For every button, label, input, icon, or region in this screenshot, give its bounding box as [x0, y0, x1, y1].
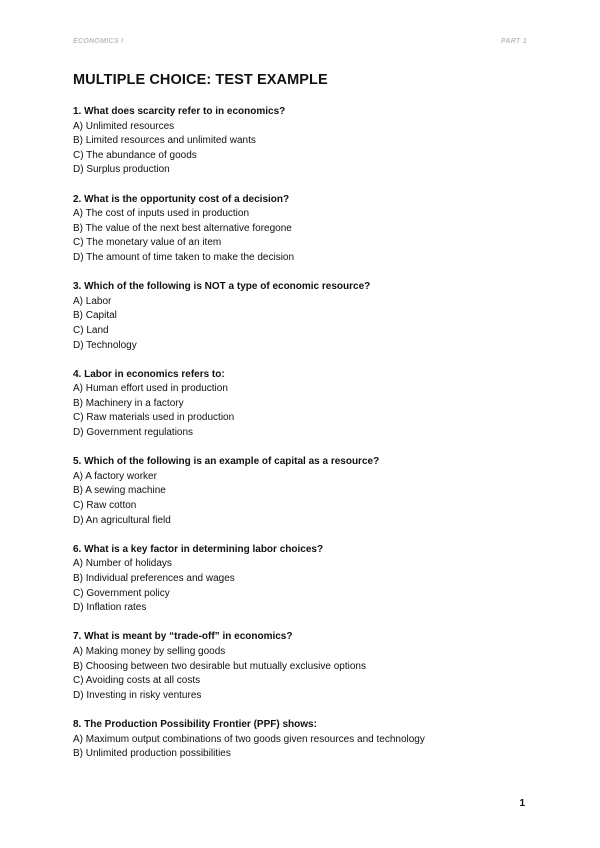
option-c: C) Raw cotton — [73, 500, 137, 512]
option-a: A) The cost of inputs used in production — [73, 208, 250, 220]
option-a: A) A factory worker — [73, 470, 157, 482]
option-c: C) Land — [73, 324, 109, 336]
question-4 — [73, 368, 540, 441]
question-6 — [73, 543, 540, 616]
option-a: A) Human effort used in production — [73, 383, 228, 395]
option-d: D) Inflation rates — [73, 602, 147, 614]
option-d: D) Government regulations — [73, 427, 194, 439]
question-text: 2. What is the opportunity cost of a decision? — [73, 193, 290, 205]
question-text: 4. Labor in economics refers to: — [73, 368, 225, 380]
header-part: PART 1 — [500, 38, 527, 45]
question-text: 5. Which of the following is an example of capital as a resource? — [73, 456, 380, 468]
option-d: D) An agricultural field — [73, 514, 171, 526]
option-d: D) Technology — [73, 339, 137, 351]
question-list — [73, 105, 540, 776]
question-2 — [73, 193, 540, 266]
option-b: B) Limited resources and unlimited wants — [73, 135, 256, 147]
option-b: B) Unlimited production possibilities — [73, 748, 231, 760]
running-header — [73, 38, 527, 50]
question-1 — [73, 105, 540, 178]
option-c: C) The monetary value of an item — [73, 237, 222, 249]
option-d: D) The amount of time taken to make the decision — [73, 251, 295, 263]
option-b: B) Individual preferences and wages — [73, 573, 235, 584]
option-c: C) Raw materials used in production — [73, 412, 235, 424]
header-course: ECONOMICS I — [73, 38, 124, 45]
question-text: 3. Which of the following is NOT a type of economic resource? — [73, 281, 371, 293]
question-3 — [73, 280, 540, 353]
option-b: B) The value of the next best alternative foregone — [73, 222, 292, 234]
option-a: A) Number of holidays — [73, 558, 172, 570]
option-a: A) Labor — [73, 295, 112, 307]
question-5 — [73, 455, 540, 528]
page-title: MULTIPLE CHOICE: TEST EXAMPLE — [73, 72, 328, 88]
option-b: B) Machinery in a factory — [73, 397, 184, 409]
option-c: C) The abundance of goods — [73, 149, 197, 161]
option-a: A) Unlimited resources — [73, 120, 175, 132]
question-text: 8. The Production Possibility Frontier (PPF) shows: — [73, 718, 317, 730]
question-8 — [73, 718, 540, 762]
option-b: B) Choosing between two desirable but mutually exclusive options — [73, 660, 366, 672]
option-a: A) Making money by selling goods — [73, 645, 226, 657]
question-7 — [73, 630, 540, 703]
option-b: B) A sewing machine — [73, 485, 166, 497]
option-b: B) Capital — [73, 310, 117, 322]
question-text: 6. What is a key factor in determining labor choices? — [73, 543, 324, 555]
option-d: D) Investing in risky ventures — [73, 689, 202, 701]
option-c: C) Government policy — [73, 587, 170, 599]
option-c: C) Avoiding costs at all costs — [73, 675, 201, 687]
option-d: D) Surplus production — [73, 164, 170, 176]
question-text: 1. What does scarcity refer to in economics? — [73, 106, 286, 117]
page-number: 1 — [519, 798, 525, 809]
option-a: A) Maximum output combinations of two goods given resources and technology — [73, 733, 425, 745]
question-text: 7. What is meant by “trade-off” in economics? — [73, 631, 293, 643]
